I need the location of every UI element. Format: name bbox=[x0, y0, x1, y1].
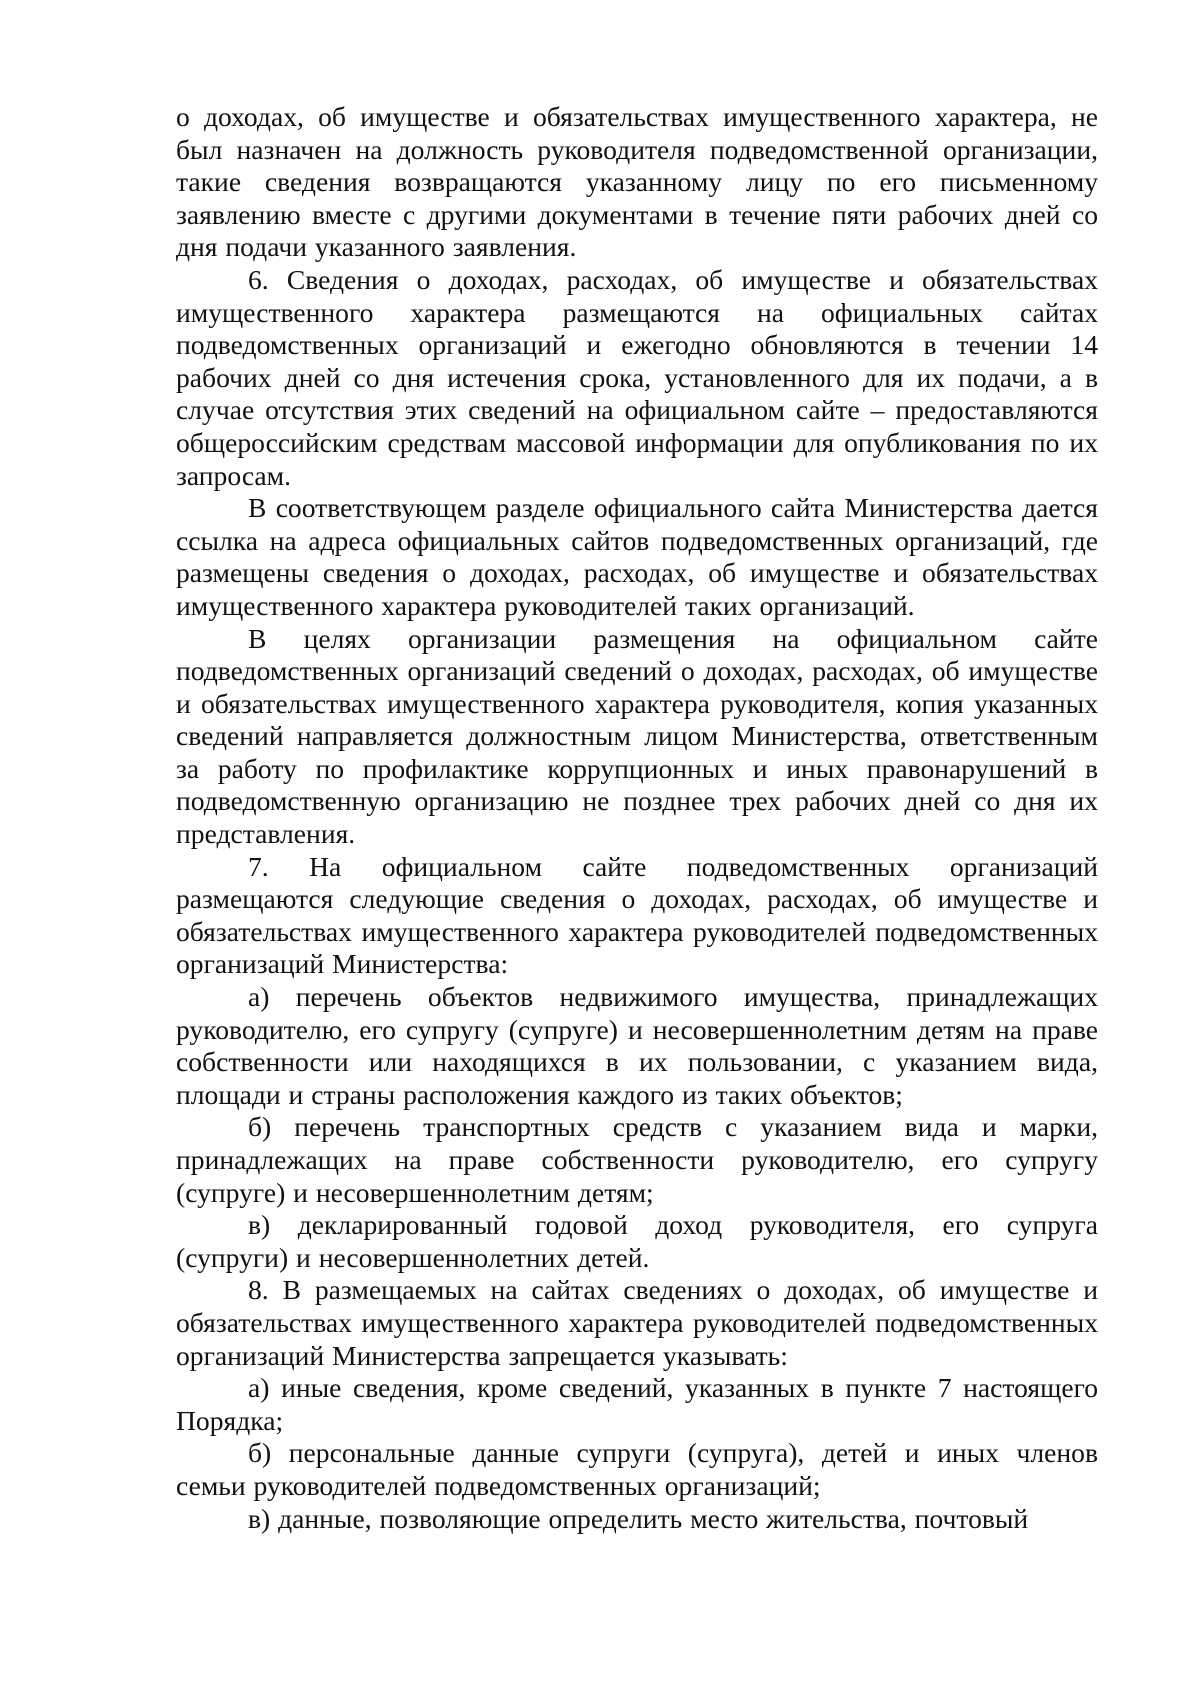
paragraph-item-7c: в) декларированный годовой доход руководителя, его супруга (супруги) и несовершеннолетних детей. bbox=[176, 1209, 1098, 1273]
paragraph-copy-sending: В целях организации размещения на официальном сайте подведомственных организаций сведений о доходах, расходах, об имуществе и обязательствах имущественного характера руководителя, копия указанных сведений направляется должностным лицом Министерства, ответственным за работу по профилактике коррупционных и иных правонарушений в подведомственную организацию не позднее трех рабочих дней со дня их представления. bbox=[176, 622, 1098, 850]
paragraph-continuation: о доходах, об имуществе и обязательствах имущественного характера, не был назначен на должность руководителя подведомственной организации, такие сведения возвращаются указанному лицу по его письменному заявлению вместе с другими документами в течение пяти рабочих дней со дня подачи указанного заявления. bbox=[176, 101, 1098, 263]
paragraph-item-6: 6. Сведения о доходах, расходах, об имуществе и обязательствах имущественного характера размещаются на официальных сайтах подведомственных организаций и ежегодно обновляются в течении 14 рабочих дней со дня истечения срока, установленного для их подачи, а в случае отсутствия этих сведений на официальном сайте – предоставляются общероссийским средствам массовой информации для опубликования по их запросам. bbox=[176, 263, 1098, 491]
paragraph-ministry-site-link: В соответствующем разделе официального сайта Министерства дается ссылка на адреса официальных сайтов подведомственных организаций, где размещены сведения о доходах, расходах, об имуществе и обязательствах имущественного характера руководителей таких организаций. bbox=[176, 492, 1098, 621]
paragraph-item-8b: б) персональные данные супруги (супруга), детей и иных членов семьи руководителей подведомственных организаций; bbox=[176, 1437, 1098, 1501]
paragraph-item-7: 7. На официальном сайте подведомственных организаций размещаются следующие сведения о доходах, расходах, об имуществе и обязательствах имущественного характера руководителей подведомственных организаций Министерства: bbox=[176, 850, 1098, 980]
paragraph-item-7b: б) перечень транспортных средств с указанием вида и марки, принадлежащих на праве собственности руководителю, его супругу (супруге) и несовершеннолетним детям; bbox=[176, 1111, 1098, 1208]
paragraph-item-8c: в) данные, позволяющие определить место жительства, почтовый bbox=[248, 1502, 1029, 1534]
paragraph-item-8a: а) иные сведения, кроме сведений, указанных в пункте 7 настоящего Порядка; bbox=[176, 1372, 1098, 1436]
document-page bbox=[176, 101, 1098, 1535]
paragraph-item-8: 8. В размещаемых на сайтах сведениях о доходах, об имуществе и обязательствах имущественного характера руководителей подведомственных организаций Министерства запрещается указывать: bbox=[176, 1274, 1098, 1371]
paragraph-item-7a: а) перечень объектов недвижимого имущества, принадлежащих руководителю, его супругу (супруге) и несовершеннолетним детям на праве собственности или находящихся в их пользовании, с указанием вида, площади и страны расположения каждого из таких объектов; bbox=[176, 981, 1098, 1110]
